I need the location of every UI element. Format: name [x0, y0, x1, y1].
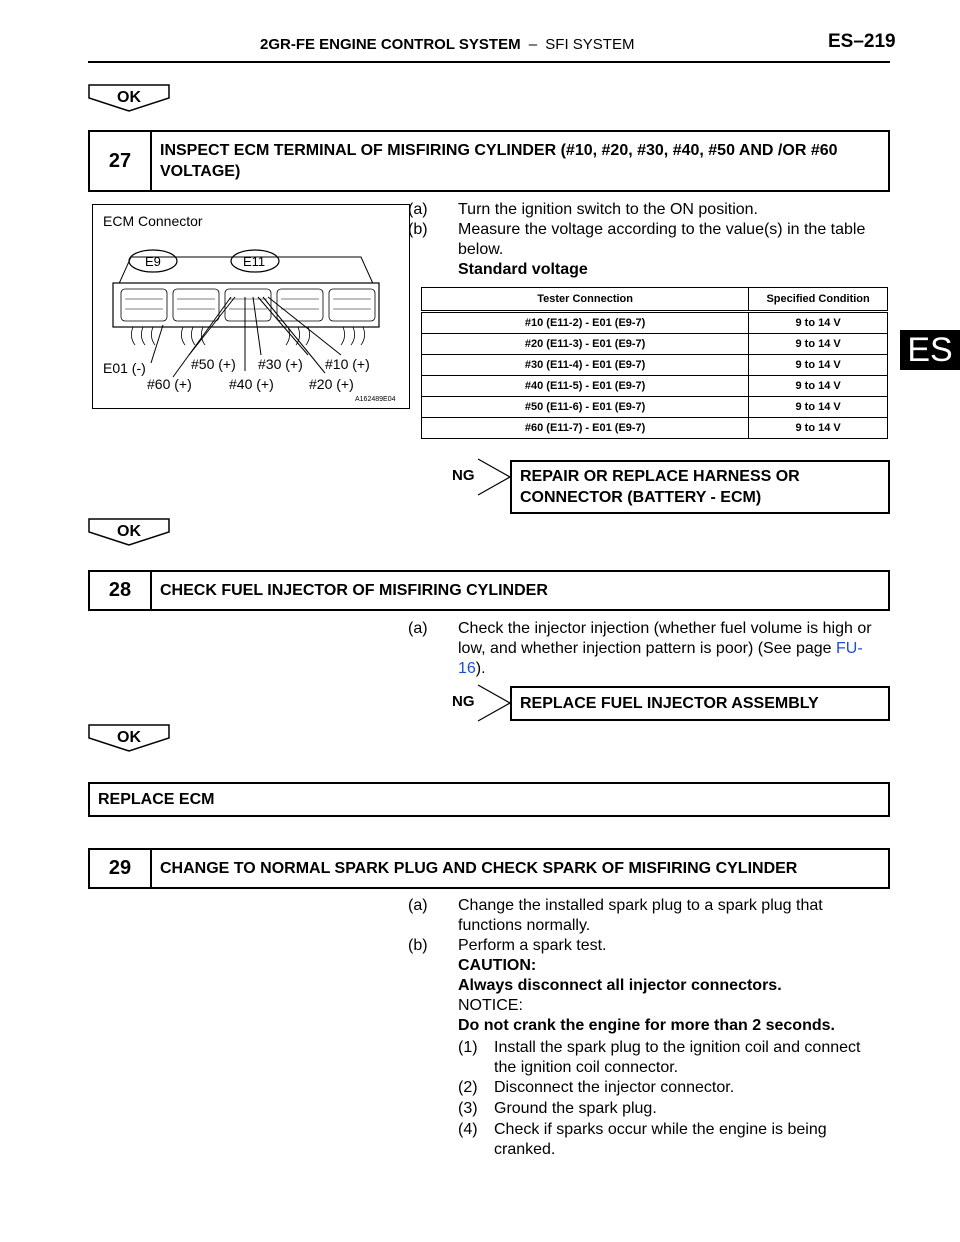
sub-step-label: (2) [458, 1079, 478, 1096]
page-number: ES–219 [828, 31, 896, 52]
replace-ecm-result: REPLACE ECM [88, 782, 890, 817]
step-28-number: 28 [90, 572, 152, 609]
table-row [422, 376, 888, 397]
instr-b-label: (b) [408, 221, 428, 238]
label-p20: #20 (+) [309, 376, 354, 392]
ok-badge-3 [88, 724, 170, 752]
step-28-title: CHECK FUEL INJECTOR OF MISFIRING CYLINDER [160, 582, 548, 599]
page-link-fu16[interactable]: FU-16 [458, 640, 863, 677]
instr-a-text: Turn the ignition switch to the ON position. [458, 201, 758, 218]
ng-label-27: NG [452, 467, 475, 484]
instr-a-label: (a) [408, 201, 428, 218]
caution-text: Always disconnect all injector connectors. [458, 977, 782, 994]
section-tab: ES [900, 330, 960, 370]
table-header-row [422, 288, 888, 312]
table-cell: #10 (E11-2) - E01 (E9-7) [422, 312, 749, 334]
header-rule [88, 61, 890, 63]
instr-a-label: (a) [408, 620, 428, 637]
table-cell: #60 (E11-7) - E01 (E9-7) [422, 418, 749, 439]
notice-label: NOTICE: [458, 997, 523, 1014]
step-27-number: 27 [90, 132, 152, 190]
header-sep: – [528, 36, 538, 53]
instr-28-a-text [458, 619, 886, 679]
table-header: Tester Connection [422, 288, 749, 312]
table-cell: #50 (E11-6) - E01 (E9-7) [422, 397, 749, 418]
sub-step-text: Disconnect the injector connector. [494, 1079, 735, 1096]
table-cell: 9 to 14 V [749, 418, 888, 439]
notice-text: Do not crank the engine for more than 2 seconds. [458, 1017, 835, 1034]
step-29-instruction-a [408, 896, 886, 936]
sub-step-4 [458, 1120, 886, 1160]
sub-step-label: (1) [458, 1039, 478, 1056]
ok-badge-2 [88, 518, 170, 546]
step-27-title: INSPECT ECM TERMINAL OF MISFIRING CYLINDER (#10, #20, #30, #40, #50 AND /OR #60 VOLTAGE) [160, 142, 838, 180]
instr-a-label: (a) [408, 897, 428, 914]
step-27-instruction-a [408, 200, 886, 220]
table-cell: 9 to 14 V [749, 397, 888, 418]
instr-b-label: (b) [408, 937, 428, 954]
ok-label-1: OK [117, 89, 141, 106]
ecm-connector-drawing [93, 205, 409, 408]
step-29-header [88, 848, 890, 889]
ok-badge-1 [88, 84, 170, 112]
sub-step-text: Check if sparks occur while the engine is being cranked. [494, 1121, 827, 1158]
step-28-ng-result: REPLACE FUEL INJECTOR ASSEMBLY [510, 686, 890, 721]
label-p60: #60 (+) [147, 376, 192, 392]
ng-label-28: NG [452, 693, 475, 710]
header-system-title [260, 36, 634, 53]
table-row [422, 312, 888, 334]
table-header: Specified Condition [749, 288, 888, 312]
sub-step-text: Ground the spark plug. [494, 1100, 657, 1117]
standard-voltage-label: Standard voltage [458, 261, 588, 278]
label-p30: #30 (+) [258, 356, 303, 372]
step-29-instruction-b [408, 936, 886, 1036]
table-cell: 9 to 14 V [749, 355, 888, 376]
ok-label-2: OK [117, 523, 141, 540]
instr-29-b-text: Perform a spark test. [458, 937, 607, 954]
diagram-ref: A162489E04 [355, 396, 396, 403]
step-28-instruction-a [408, 619, 886, 679]
sub-step-label: (3) [458, 1100, 478, 1117]
label-p50: #50 (+) [191, 356, 236, 372]
table-row [422, 418, 888, 439]
table-cell: #30 (E11-4) - E01 (E9-7) [422, 355, 749, 376]
sub-step-3 [458, 1099, 886, 1119]
header-system-bold: 2GR-FE ENGINE CONTROL SYSTEM [260, 36, 521, 53]
table-row [422, 355, 888, 376]
caution-label: CAUTION: [458, 957, 537, 974]
table-row [422, 397, 888, 418]
ecm-connector-diagram [92, 204, 410, 409]
instr-28-a-end: ). [475, 660, 486, 677]
step-29-number: 29 [90, 850, 152, 887]
instr-29-a-text: Change the installed spark plug to a spark plug that functions normally. [458, 897, 823, 934]
table-cell: #40 (E11-5) - E01 (E9-7) [422, 376, 749, 397]
step-27-header [88, 130, 890, 192]
table-row [422, 334, 888, 355]
label-e01: E01 (-) [103, 360, 146, 376]
label-p40: #40 (+) [229, 376, 274, 392]
conn-e9-label: E9 [145, 254, 161, 269]
header-system-sub: SFI SYSTEM [545, 36, 635, 53]
step-27-ng-result: REPAIR OR REPLACE HARNESS OR CONNECTOR (BATTERY - ECM) [510, 460, 890, 514]
table-cell: 9 to 14 V [749, 312, 888, 334]
table-cell: #20 (E11-3) - E01 (E9-7) [422, 334, 749, 355]
diagram-title: ECM Connector [103, 213, 203, 229]
table-cell: 9 to 14 V [749, 376, 888, 397]
sub-step-1 [458, 1038, 886, 1078]
step-27-instruction-b [408, 220, 886, 280]
table-cell: 9 to 14 V [749, 334, 888, 355]
standard-voltage-table [421, 287, 888, 439]
ok-label-3: OK [117, 729, 141, 746]
sub-step-2 [458, 1078, 886, 1098]
sub-step-label: (4) [458, 1121, 478, 1138]
sub-step-text: Install the spark plug to the ignition coil and connect the ignition coil connector. [494, 1039, 861, 1076]
step-28-header [88, 570, 890, 611]
instr-28-a-main: Check the injector injection (whether fuel volume is high or low, and whether injection pattern is poor) (See page [458, 620, 872, 657]
instr-b-text: Measure the voltage according to the value(s) in the table below. [458, 221, 866, 258]
step-29-title: CHANGE TO NORMAL SPARK PLUG AND CHECK SPARK OF MISFIRING CYLINDER [160, 860, 798, 877]
conn-e11-label: E11 [243, 254, 266, 269]
label-p10: #10 (+) [325, 356, 370, 372]
